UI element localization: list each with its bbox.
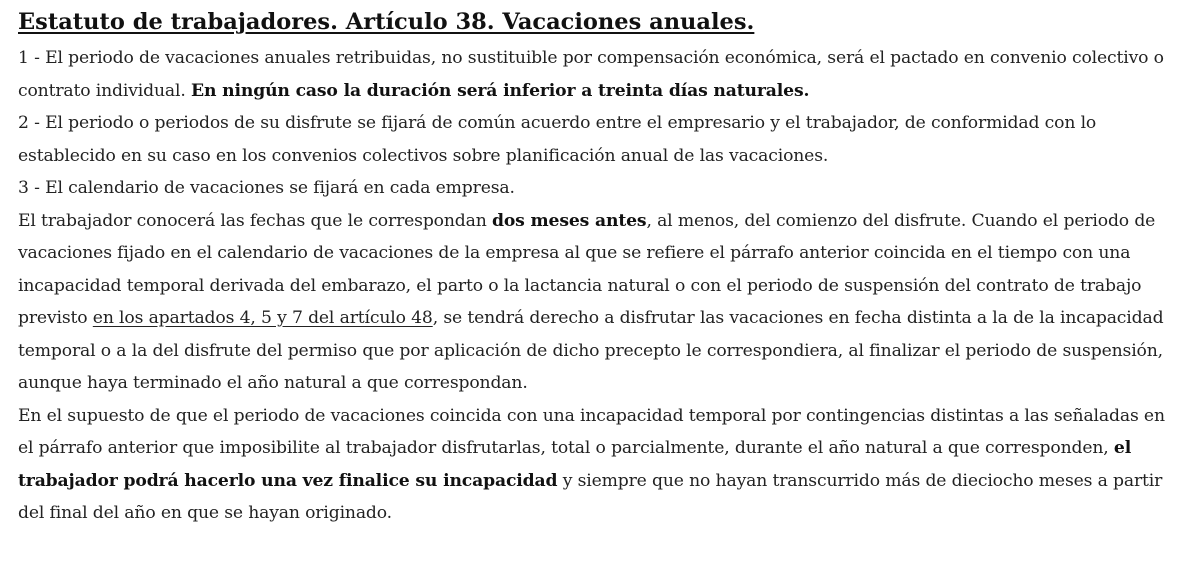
document-title: Estatuto de trabajadores. Artículo 38. Vacaciones anuales. bbox=[18, 9, 755, 35]
paragraph-4-text-a: El trabajador conocerá las fechas que le correspondan bbox=[18, 210, 492, 231]
paragraph-5-text-a: En el supuesto de que el periodo de vacaciones coincida con una incapacidad temporal por contingencias distintas a las señaladas en el párrafo anterior que imposibilite al trabajador disfrutarlas, total o parcialmente, durante el año natural a que corresponden, bbox=[18, 405, 1165, 458]
paragraph-1-bold-text: En ningún caso la duración será inferior a treinta días naturales. bbox=[191, 80, 810, 101]
article-48-link[interactable]: en los apartados 4, 5 y 7 del artículo 48 bbox=[92, 308, 433, 328]
paragraph-4-text-b: , al menos, del comienzo del disfrute. Cuando el periodo de vacaciones fijado en el calendario de vacaciones de la empresa al que se refiere el párrafo anterior coincida en el tiempo con una incapacidad temporal derivada del embarazo, el parto o la lactancia natural o con el periodo de suspensión del contrato de trabajo previsto bbox=[18, 210, 1156, 328]
paragraph-2-text: 2 - El periodo o periodos de su disfrute se fijará de común acuerdo entre el empresario y el trabajador, de conformidad con lo establecido en su caso en los convenios colectivos sobre planificación anual de las vacaciones. bbox=[18, 113, 1097, 166]
paragraph-2 bbox=[18, 107, 1183, 172]
document bbox=[18, 6, 1183, 530]
paragraph-3 bbox=[18, 172, 1183, 205]
paragraph-5-bold-text: el trabajador podrá hacerlo una vez finalice su incapacidad bbox=[18, 438, 1132, 491]
paragraph-4-text-c: , se tendrá derecho a disfrutar las vacaciones en fecha distinta a la de la incapacidad temporal o a la del disfrute del permiso que por aplicación de dicho precepto le correspondiera, al finalizar el periodo de suspensión, aunque haya terminado el año natural a que correspondan. bbox=[18, 308, 1164, 393]
paragraph-4-bold-text: dos meses antes bbox=[491, 210, 647, 231]
paragraph-4 bbox=[18, 205, 1183, 400]
paragraph-5 bbox=[18, 400, 1183, 530]
paragraph-3-text: 3 - El calendario de vacaciones se fijará en cada empresa. bbox=[18, 178, 515, 198]
paragraph-1 bbox=[18, 42, 1183, 107]
paragraph-1-text: 1 - El periodo de vacaciones anuales retribuidas, no sustituible por compensación económica, será el pactado en convenio colectivo o contrato individual. bbox=[18, 48, 1164, 101]
paragraph-5-text-b: y siempre que no hayan transcurrido más de dieciocho meses a partir del final del año en que se hayan originado. bbox=[18, 470, 1163, 523]
